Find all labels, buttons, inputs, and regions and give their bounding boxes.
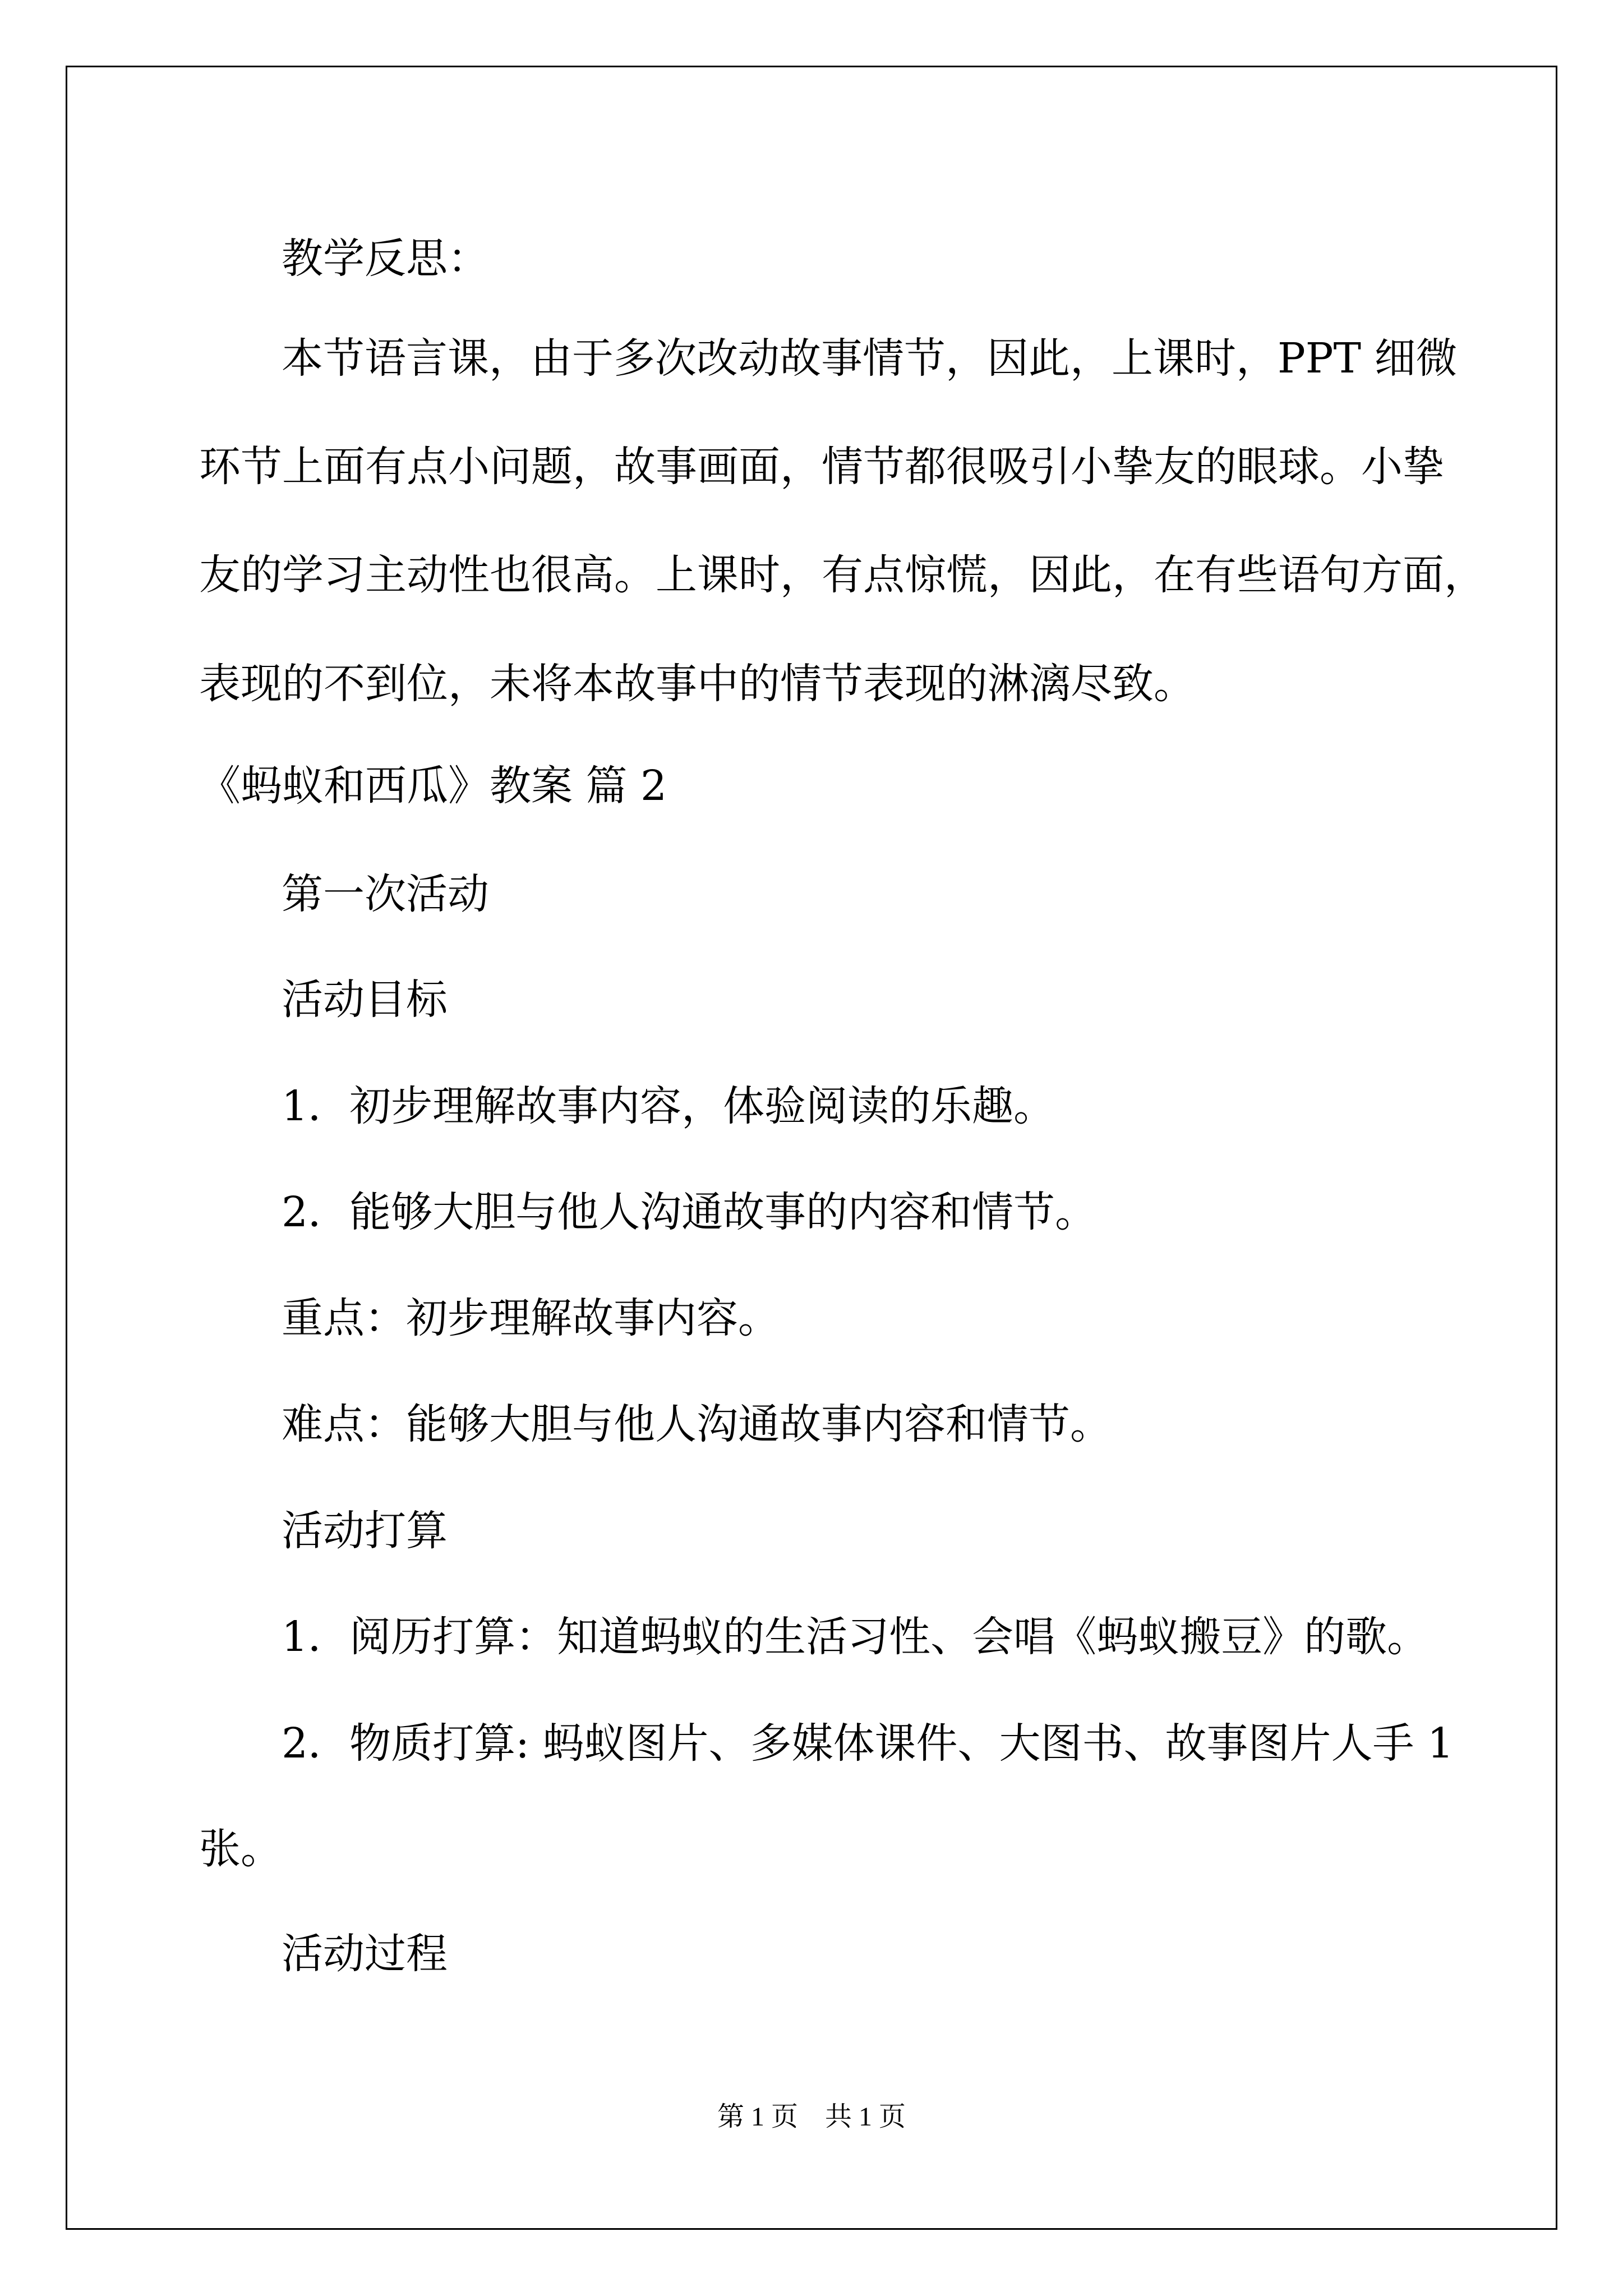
paragraph-line: 环节上面有点小问题，故事画面，情节都很吸引小挚友的眼球。小挚 <box>199 443 1444 491</box>
subheading-first-activity: 第一次活动 <box>282 870 489 918</box>
heading-teaching-reflection: 教学反思： <box>282 234 489 283</box>
subheading-activity-preparation: 活动打算 <box>282 1507 448 1555</box>
list-item: 1．阅历打算：知道蚂蚁的生活习性、会唱《蚂蚁搬豆》的歌。 <box>282 1613 1429 1661</box>
paragraph-line: 本节语言课，由于多次改动故事情节，因此，上课时，PPT 细微 <box>282 334 1458 383</box>
paragraph-line: 表现的不到位，未将本故事中的情节表现的淋漓尽致。 <box>199 660 1195 708</box>
page-border <box>66 66 1557 2230</box>
list-item-continuation: 张。 <box>199 1825 282 1873</box>
list-item: 2．能够大胆与他人沟通故事的内容和情节。 <box>282 1188 1097 1236</box>
page-number-footer: 第 1 页 共 1 页 <box>717 2102 906 2132</box>
paragraph-line: 友的学习主动性也很高。上课时，有点惊慌，因此，在有些语句方面， <box>199 551 1486 599</box>
key-point: 重点：初步理解故事内容。 <box>282 1294 780 1342</box>
list-item: 1．初步理解故事内容，体验阅读的乐趣。 <box>282 1082 1055 1130</box>
section-title: 《蚂蚁和西瓜》教案 篇 2 <box>199 762 667 810</box>
list-item: 2．物质打算: 蚂蚁图片、多媒体课件、大图书、故事图片人手 1 <box>282 1719 1454 1768</box>
subheading-activity-goals: 活动目标 <box>282 976 448 1024</box>
subheading-activity-process: 活动过程 <box>282 1930 448 1978</box>
difficulty-point: 难点：能够大胆与他人沟通故事内容和情节。 <box>282 1400 1112 1448</box>
